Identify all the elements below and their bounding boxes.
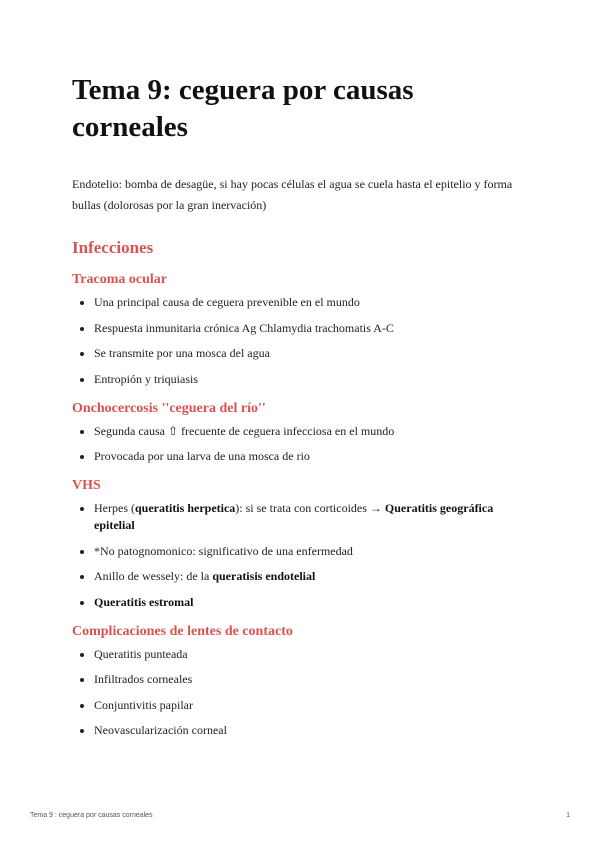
bullet-icon xyxy=(80,653,84,657)
bullet-icon xyxy=(80,455,84,459)
list-item: Infiltrados corneales xyxy=(72,671,532,688)
bullet-icon xyxy=(80,327,84,331)
list-item: Neovascularización corneal xyxy=(72,722,532,739)
subheading-vhs: VHS xyxy=(72,478,101,493)
list-item: Provocada por una larva de una mosca de rio xyxy=(72,448,532,465)
list-item: Una principal causa de ceguera prevenible en el mundo xyxy=(72,294,532,311)
bullet-icon xyxy=(80,550,84,554)
list-item: Respuesta inmunitaria crónica Ag Chlamydia trachomatis A-C xyxy=(72,320,532,337)
page-title: Tema 9: ceguera por causas corneales xyxy=(72,74,414,143)
list-item: Se transmite por una mosca del agua xyxy=(72,345,532,362)
bullet-icon xyxy=(80,352,84,356)
list-item: Queratitis punteada xyxy=(72,646,532,663)
list-item: Entropión y triquiasis xyxy=(72,371,532,388)
bullet-icon xyxy=(80,601,84,605)
section-heading-infecciones: Infecciones xyxy=(72,238,154,257)
subheading-onchocercosis: Onchocercosis ''ceguera del río'' xyxy=(72,400,266,416)
bullet-icon xyxy=(80,430,84,434)
subheading-lentes-contacto: Complicaciones de lentes de contacto xyxy=(72,623,293,639)
bullet-icon xyxy=(80,704,84,708)
list-item: Herpes (queratitis herpetica): si se trata con corticoides → Queratitis geográfica epitelial xyxy=(72,500,532,534)
vhs-list xyxy=(72,500,532,611)
page-footer xyxy=(30,812,570,819)
bullet-icon xyxy=(80,678,84,682)
footer-title: Tema 9 : ceguera por causas corneales xyxy=(30,812,153,819)
lentes-list xyxy=(72,646,532,740)
page-number: 1 xyxy=(566,812,570,819)
list-item: Segunda causa ⇧ frecuente de ceguera infecciosa en el mundo xyxy=(72,423,532,440)
bullet-icon xyxy=(80,729,84,733)
bullet-icon xyxy=(80,378,84,382)
list-item: Conjuntivitis papilar xyxy=(72,697,532,714)
list-item: Anillo de wessely: de la queratisis endotelial xyxy=(72,568,532,585)
bullet-icon xyxy=(80,301,84,305)
list-item: *No patognomonico: significativo de una enfermedad xyxy=(72,543,532,560)
tracoma-list xyxy=(72,294,532,388)
document-page xyxy=(72,72,532,748)
intro-paragraph: Endotelio: bomba de desagüe, si hay pocas células el agua se cuela hasta el epitelio y forma bullas (dolorosas por la gran inervación) xyxy=(72,177,513,212)
bullet-icon xyxy=(80,507,84,511)
bullet-icon xyxy=(80,575,84,579)
list-item: Queratitis estromal xyxy=(72,594,532,611)
onchocercosis-list xyxy=(72,423,532,466)
subheading-tracoma: Tracoma ocular xyxy=(72,272,167,287)
